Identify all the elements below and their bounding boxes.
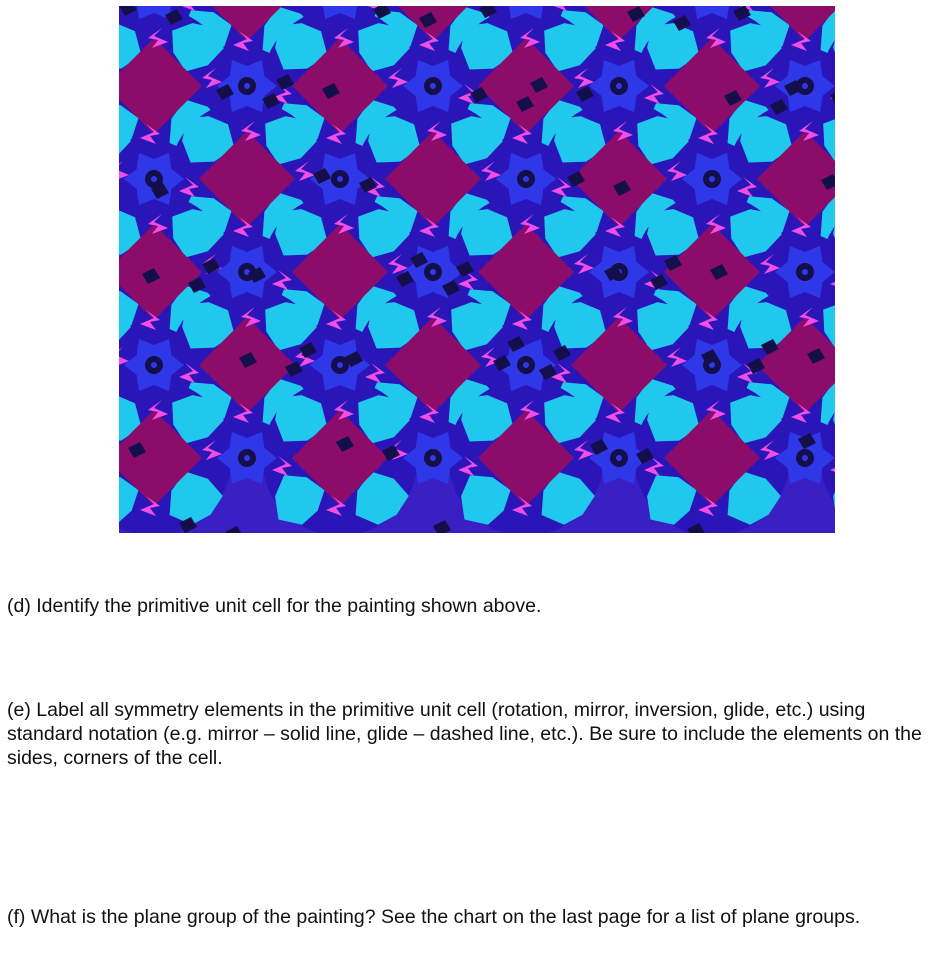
question-e-text: (e) Label all symmetry elements in the primitive unit cell (rotation, mirror, inversion, glide, etc.) using standard notation (e.g. mirror – solid line, glide – dashed line, etc.). Be sure to include the elements on the sides, corners of the cell. [7, 699, 922, 769]
motif-rosette-dot [523, 176, 529, 182]
motif-rosette-dot [802, 269, 808, 275]
motif-rosette-dot [430, 83, 436, 89]
motif-rosette-dot [337, 362, 343, 368]
motif-rosette-dot [244, 455, 250, 461]
motif-rosette-dot [430, 455, 436, 461]
motif-rosette-dot [709, 176, 715, 182]
motif-rosette-dot [151, 176, 157, 182]
motif-rosette-dot [337, 176, 343, 182]
pattern-painting-image [119, 6, 835, 533]
motif-rosette-dot [151, 362, 157, 368]
motif-rosette-dot [244, 83, 250, 89]
motif-rosette-dot [616, 455, 622, 461]
question-d-text: (d) Identify the primitive unit cell for the painting shown above. [7, 595, 542, 617]
question-f-text: (f) What is the plane group of the painting? See the chart on the last page for a list of plane groups. [7, 906, 861, 928]
motif-rosette-dot [616, 83, 622, 89]
motif-rosette-dot [802, 83, 808, 89]
motif-rosette-dot [430, 269, 436, 275]
painting-motif-layer [119, 6, 835, 533]
motif-rosette-dot [523, 362, 529, 368]
motif-rosette-dot [802, 455, 808, 461]
